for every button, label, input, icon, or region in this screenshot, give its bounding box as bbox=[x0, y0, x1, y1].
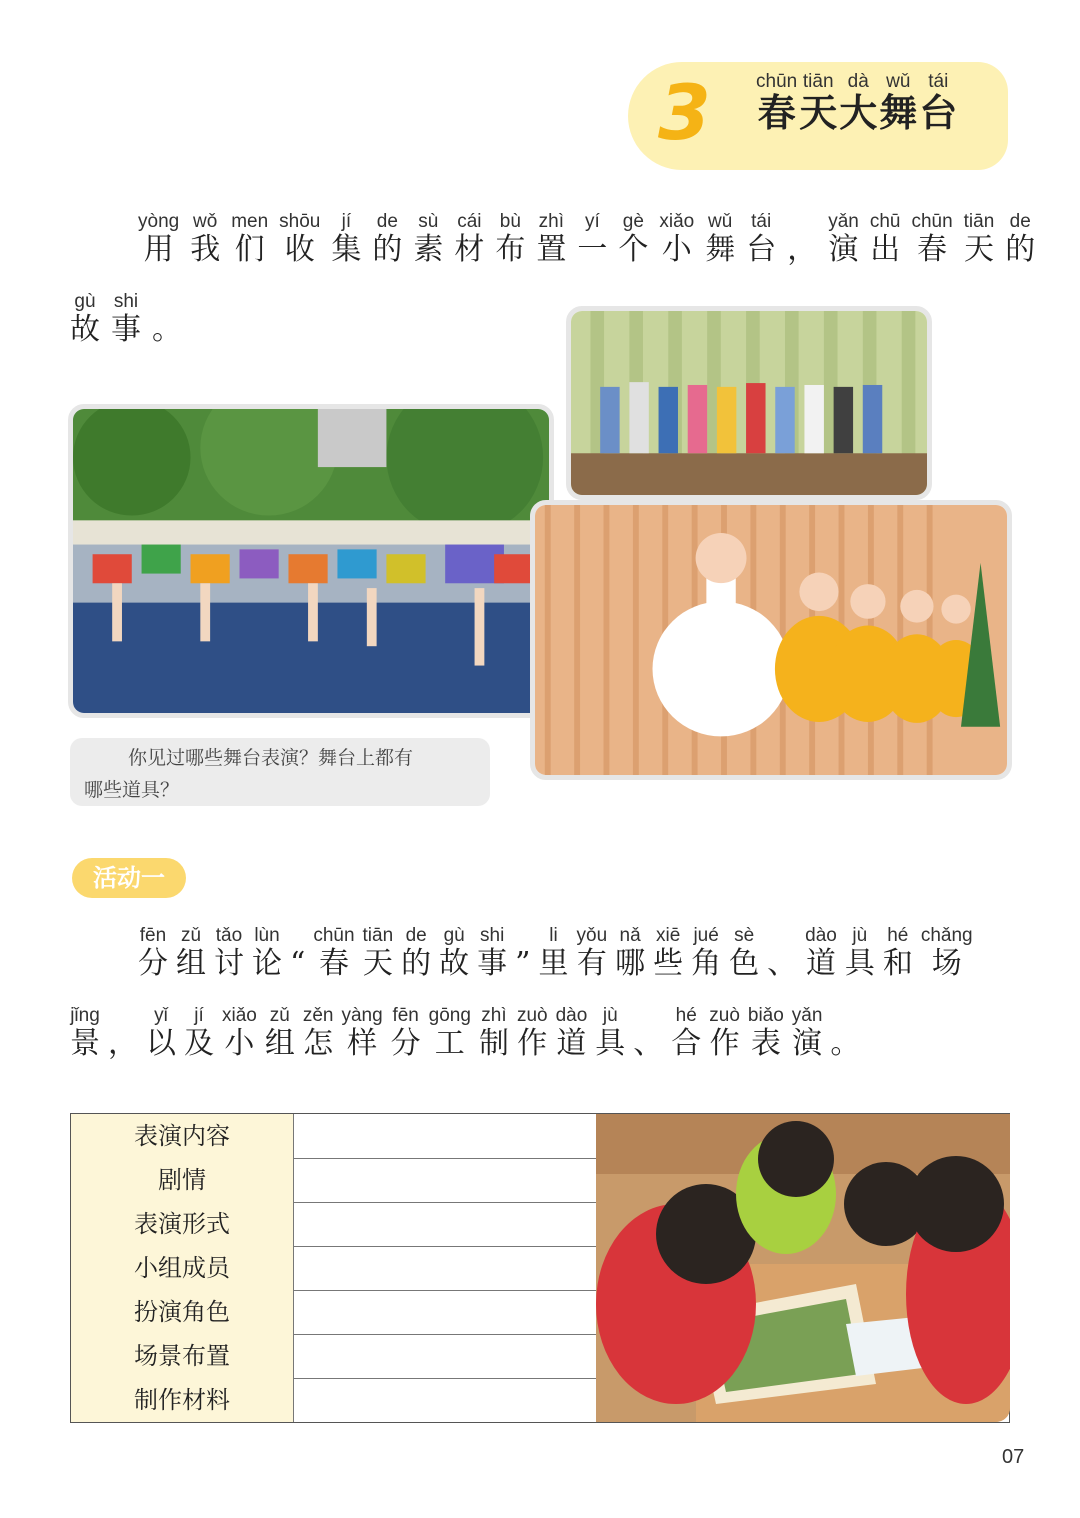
ruby-pinyin: shi bbox=[111, 291, 141, 312]
question-line-2: 哪些道具？ bbox=[84, 779, 180, 801]
photo-outdoor-parade bbox=[68, 404, 554, 718]
plan-row-label: 制作材料 bbox=[71, 1378, 294, 1422]
ruby-pinyin: chǎng bbox=[920, 925, 973, 946]
ruby-char bbox=[214, 925, 244, 981]
photo-dance-performance bbox=[530, 500, 1012, 780]
ruby-base: 样 bbox=[341, 1026, 383, 1061]
ruby-base: 故 bbox=[70, 312, 100, 347]
ruby-pinyin: zǔ bbox=[176, 925, 206, 946]
ruby-pinyin: tiān bbox=[799, 71, 838, 92]
ruby-base: 演 bbox=[791, 1026, 823, 1061]
ruby-pinyin: dà bbox=[839, 71, 878, 92]
ruby-char bbox=[747, 1005, 784, 1061]
ruby-pinyin bbox=[787, 211, 817, 232]
ruby-pinyin: zhì bbox=[478, 1005, 509, 1026]
ruby-base: 用 bbox=[138, 232, 180, 267]
ruby-pinyin: xiǎo bbox=[222, 1005, 257, 1026]
ruby-char bbox=[439, 925, 470, 981]
ruby-pinyin: tái bbox=[746, 211, 777, 232]
ruby-char bbox=[799, 71, 838, 135]
ruby-char bbox=[1005, 211, 1036, 267]
ruby-pinyin: hé bbox=[671, 1005, 702, 1026]
plan-row bbox=[71, 1378, 599, 1422]
ruby-pinyin: bù bbox=[495, 211, 526, 232]
plan-row bbox=[71, 1246, 599, 1291]
ruby-char bbox=[555, 1005, 588, 1061]
ruby-base: 讨 bbox=[214, 946, 244, 981]
ruby-base: 分 bbox=[138, 946, 168, 981]
ruby-base: 景 bbox=[70, 1026, 100, 1061]
ruby-base: 故 bbox=[439, 946, 470, 981]
ruby-base: 天 bbox=[362, 946, 394, 981]
ruby-base: 怎 bbox=[302, 1026, 334, 1061]
ruby-pinyin: gù bbox=[439, 925, 470, 946]
ruby-base: 道 bbox=[805, 946, 837, 981]
activity-line-1 bbox=[138, 926, 981, 982]
ruby-char bbox=[756, 71, 798, 135]
ruby-char bbox=[844, 925, 875, 981]
ruby-base: 场 bbox=[920, 946, 973, 981]
ruby-char bbox=[146, 1005, 176, 1061]
ruby-char bbox=[536, 211, 567, 267]
ruby-base: 我 bbox=[190, 232, 221, 267]
ruby-char bbox=[138, 211, 180, 267]
ruby-base: 的 bbox=[372, 232, 403, 267]
ruby-char bbox=[595, 1005, 626, 1061]
ruby-pinyin: tiān bbox=[362, 925, 394, 946]
ruby-char bbox=[138, 925, 168, 981]
ruby-pinyin: jí bbox=[331, 211, 362, 232]
ruby-char bbox=[252, 925, 282, 981]
ruby-char bbox=[231, 211, 269, 267]
ruby-char bbox=[279, 211, 321, 267]
ruby-char bbox=[290, 946, 305, 981]
plan-row bbox=[71, 1290, 599, 1335]
ruby-char bbox=[331, 211, 362, 267]
page-number: 07 bbox=[1002, 1446, 1025, 1468]
ruby-char bbox=[671, 1005, 702, 1061]
ruby-pinyin bbox=[290, 925, 305, 946]
ruby-base: 春 bbox=[911, 232, 953, 267]
ruby-base: 的 bbox=[401, 946, 432, 981]
ruby-pinyin: gè bbox=[618, 211, 649, 232]
ruby-base: 分 bbox=[390, 1026, 421, 1061]
ruby-pinyin bbox=[152, 291, 182, 312]
ruby-pinyin bbox=[515, 925, 530, 946]
ruby-pinyin: men bbox=[231, 211, 269, 232]
ruby-char bbox=[869, 211, 901, 267]
ruby-base: 台 bbox=[746, 232, 777, 267]
ruby-base: 集 bbox=[331, 232, 362, 267]
activity-line-2 bbox=[70, 1006, 869, 1062]
ruby-char bbox=[515, 946, 530, 981]
ruby-char bbox=[828, 211, 859, 267]
ruby-char bbox=[362, 925, 394, 981]
ruby-pinyin: yàng bbox=[341, 1005, 383, 1026]
ruby-base: 事 bbox=[477, 946, 508, 981]
intro-line-2 bbox=[70, 292, 193, 348]
ruby-char bbox=[577, 211, 608, 267]
ruby-pinyin: yǎn bbox=[828, 211, 859, 232]
ruby-pinyin: jí bbox=[184, 1005, 214, 1026]
ruby-char bbox=[478, 1005, 509, 1061]
ruby-pinyin: biǎo bbox=[747, 1005, 784, 1026]
ruby-char bbox=[633, 1026, 663, 1061]
ruby-char bbox=[401, 925, 432, 981]
ruby-base: 、 bbox=[767, 946, 798, 981]
ruby-pinyin bbox=[830, 1005, 860, 1026]
ruby-pinyin: yǎn bbox=[791, 1005, 823, 1026]
ruby-char bbox=[576, 925, 608, 981]
plan-row bbox=[71, 1202, 599, 1247]
ruby-base: 大 bbox=[839, 91, 878, 135]
ruby-base: ， bbox=[787, 232, 818, 267]
ruby-char bbox=[729, 925, 760, 981]
ruby-pinyin: jué bbox=[691, 925, 722, 946]
ruby-char bbox=[372, 211, 403, 267]
ruby-base: 道 bbox=[555, 1026, 588, 1061]
ruby-char bbox=[791, 1005, 823, 1061]
ruby-char bbox=[618, 211, 649, 267]
ruby-base: 制 bbox=[478, 1026, 509, 1061]
ruby-pinyin: cái bbox=[454, 211, 485, 232]
ruby-pinyin bbox=[767, 925, 797, 946]
ruby-base: 春 bbox=[313, 946, 355, 981]
ruby-char bbox=[176, 925, 206, 981]
ruby-char bbox=[615, 925, 646, 981]
ruby-char bbox=[108, 1026, 138, 1061]
ruby-char bbox=[390, 1005, 421, 1061]
ruby-pinyin: de bbox=[401, 925, 432, 946]
ruby-char bbox=[111, 291, 141, 347]
ruby-base: 色 bbox=[729, 946, 760, 981]
ruby-pinyin: chū bbox=[869, 211, 901, 232]
ruby-base: 布 bbox=[495, 232, 526, 267]
ruby-char bbox=[341, 1005, 383, 1061]
ruby-pinyin: shi bbox=[477, 925, 508, 946]
ruby-base: ， bbox=[108, 1026, 138, 1061]
ruby-char bbox=[70, 1005, 100, 1061]
plan-row-label: 小组成员 bbox=[71, 1246, 294, 1290]
ruby-pinyin: jù bbox=[595, 1005, 626, 1026]
ruby-base: 具 bbox=[844, 946, 875, 981]
ruby-base: 天 bbox=[963, 232, 995, 267]
ruby-pinyin: wǒ bbox=[190, 211, 221, 232]
ruby-base: 、 bbox=[633, 1026, 664, 1061]
ruby-base: 演 bbox=[828, 232, 859, 267]
ruby-base: 表 bbox=[747, 1026, 784, 1061]
ruby-base: 以 bbox=[146, 1026, 176, 1061]
ruby-char bbox=[516, 1005, 548, 1061]
ruby-pinyin bbox=[108, 1005, 138, 1026]
ruby-char bbox=[709, 1005, 740, 1061]
ruby-pinyin: yí bbox=[577, 211, 608, 232]
ruby-char bbox=[659, 211, 695, 267]
ruby-base: 哪 bbox=[615, 946, 646, 981]
ruby-pinyin: li bbox=[538, 925, 569, 946]
ruby-char bbox=[538, 925, 569, 981]
ruby-char bbox=[413, 211, 444, 267]
ruby-pinyin: sù bbox=[413, 211, 444, 232]
ruby-base: 们 bbox=[231, 232, 269, 267]
ruby-base: 工 bbox=[428, 1026, 471, 1061]
ruby-pinyin: tái bbox=[919, 71, 958, 92]
photo-stage-line-up bbox=[566, 306, 932, 500]
lesson-number: 3 bbox=[658, 68, 711, 157]
ruby-char bbox=[313, 925, 355, 981]
lesson-title bbox=[756, 72, 959, 137]
ruby-char bbox=[805, 925, 837, 981]
ruby-pinyin: tǎo bbox=[214, 925, 244, 946]
ruby-base: 。 bbox=[152, 312, 182, 347]
plan-row bbox=[71, 1114, 599, 1159]
ruby-char bbox=[767, 946, 797, 981]
ruby-base: 一 bbox=[577, 232, 608, 267]
ruby-base: 小 bbox=[659, 232, 695, 267]
ruby-base: 和 bbox=[882, 946, 913, 981]
ruby-char bbox=[477, 925, 508, 981]
ruby-char bbox=[746, 211, 777, 267]
ruby-base: 角 bbox=[691, 946, 722, 981]
ruby-base: 收 bbox=[279, 232, 321, 267]
ruby-base: 出 bbox=[869, 232, 901, 267]
ruby-base: 作 bbox=[709, 1026, 740, 1061]
ruby-base: 作 bbox=[516, 1026, 548, 1061]
ruby-pinyin: fēn bbox=[138, 925, 168, 946]
ruby-pinyin: chūn bbox=[756, 71, 798, 92]
ruby-char bbox=[184, 1005, 214, 1061]
ruby-char bbox=[302, 1005, 334, 1061]
ruby-base: 舞 bbox=[705, 232, 736, 267]
ruby-pinyin: gù bbox=[70, 291, 100, 312]
ruby-base: 有 bbox=[576, 946, 608, 981]
ruby-base: 组 bbox=[176, 946, 206, 981]
ruby-pinyin: zhì bbox=[536, 211, 567, 232]
ruby-base: 舞 bbox=[879, 91, 918, 135]
question-line-1: 你见过哪些舞台表演？舞台上都有 bbox=[128, 747, 414, 769]
ruby-pinyin: chūn bbox=[911, 211, 953, 232]
ruby-char bbox=[839, 71, 878, 135]
ruby-pinyin: dào bbox=[805, 925, 837, 946]
ruby-pinyin: yǐ bbox=[146, 1005, 176, 1026]
ruby-pinyin: zǔ bbox=[264, 1005, 295, 1026]
ruby-pinyin: shōu bbox=[279, 211, 321, 232]
ruby-char bbox=[691, 925, 722, 981]
ruby-pinyin: yǒu bbox=[576, 925, 608, 946]
ruby-char bbox=[919, 71, 958, 135]
ruby-pinyin: jǐng bbox=[70, 1005, 100, 1026]
ruby-pinyin: zuò bbox=[709, 1005, 740, 1026]
plan-row-label: 剧情 bbox=[71, 1158, 294, 1202]
ruby-base: 台 bbox=[919, 91, 958, 135]
plan-row bbox=[71, 1334, 599, 1379]
ruby-char bbox=[911, 211, 953, 267]
ruby-char bbox=[70, 291, 100, 347]
ruby-char bbox=[152, 312, 182, 347]
ruby-pinyin: sè bbox=[729, 925, 760, 946]
ruby-pinyin: hé bbox=[882, 925, 913, 946]
plan-row-label: 扮演角色 bbox=[71, 1290, 294, 1334]
ruby-pinyin: nǎ bbox=[615, 925, 646, 946]
ruby-pinyin: chūn bbox=[313, 925, 355, 946]
ruby-base: 素 bbox=[413, 232, 444, 267]
ruby-base: 小 bbox=[222, 1026, 257, 1061]
ruby-char bbox=[495, 211, 526, 267]
ruby-char bbox=[787, 232, 817, 267]
ruby-pinyin: xiē bbox=[653, 925, 684, 946]
ruby-base: 合 bbox=[671, 1026, 702, 1061]
ruby-char bbox=[879, 71, 918, 135]
ruby-pinyin: de bbox=[1005, 211, 1036, 232]
ruby-pinyin: fēn bbox=[390, 1005, 421, 1026]
ruby-pinyin: yòng bbox=[138, 211, 180, 232]
ruby-pinyin: wǔ bbox=[879, 71, 918, 92]
ruby-base: 具 bbox=[595, 1026, 626, 1061]
plan-row-label: 场景布置 bbox=[71, 1334, 294, 1378]
photo-children-reading bbox=[596, 1114, 1010, 1422]
ruby-char bbox=[653, 925, 684, 981]
ruby-base: 组 bbox=[264, 1026, 295, 1061]
ruby-char bbox=[222, 1005, 257, 1061]
ruby-pinyin: dào bbox=[555, 1005, 588, 1026]
ruby-char bbox=[882, 925, 913, 981]
ruby-base: 事 bbox=[111, 312, 141, 347]
ruby-base: 些 bbox=[653, 946, 684, 981]
ruby-char bbox=[454, 211, 485, 267]
ruby-pinyin: wǔ bbox=[705, 211, 736, 232]
ruby-pinyin: de bbox=[372, 211, 403, 232]
ruby-char bbox=[264, 1005, 295, 1061]
ruby-base: 个 bbox=[618, 232, 649, 267]
ruby-pinyin: lùn bbox=[252, 925, 282, 946]
ruby-pinyin: gōng bbox=[428, 1005, 471, 1026]
activity-tag: 活动一 bbox=[72, 858, 186, 898]
ruby-base: 论 bbox=[252, 946, 282, 981]
intro-line-1 bbox=[138, 212, 1046, 268]
ruby-base: 天 bbox=[799, 91, 838, 135]
ruby-pinyin bbox=[633, 1005, 663, 1026]
ruby-pinyin: tiān bbox=[963, 211, 995, 232]
ruby-base: “ bbox=[290, 946, 306, 981]
ruby-char bbox=[830, 1026, 860, 1061]
plan-row-label: 表演形式 bbox=[71, 1202, 294, 1246]
ruby-char bbox=[428, 1005, 471, 1061]
plan-row-label: 表演内容 bbox=[71, 1114, 294, 1158]
ruby-char bbox=[963, 211, 995, 267]
ruby-base: 里 bbox=[538, 946, 569, 981]
ruby-char bbox=[190, 211, 221, 267]
ruby-char bbox=[705, 211, 736, 267]
ruby-base: 的 bbox=[1005, 232, 1036, 267]
ruby-pinyin: xiǎo bbox=[659, 211, 695, 232]
plan-row bbox=[71, 1158, 599, 1203]
ruby-base: 材 bbox=[454, 232, 485, 267]
ruby-pinyin: zuò bbox=[516, 1005, 548, 1026]
ruby-base: 及 bbox=[184, 1026, 214, 1061]
ruby-base: ” bbox=[515, 946, 531, 981]
ruby-base: 春 bbox=[756, 91, 798, 135]
ruby-pinyin: jù bbox=[844, 925, 875, 946]
ruby-base: 。 bbox=[830, 1026, 861, 1061]
ruby-pinyin: zěn bbox=[302, 1005, 334, 1026]
question-bubble bbox=[70, 738, 490, 806]
ruby-char bbox=[920, 925, 973, 981]
ruby-base: 置 bbox=[536, 232, 567, 267]
